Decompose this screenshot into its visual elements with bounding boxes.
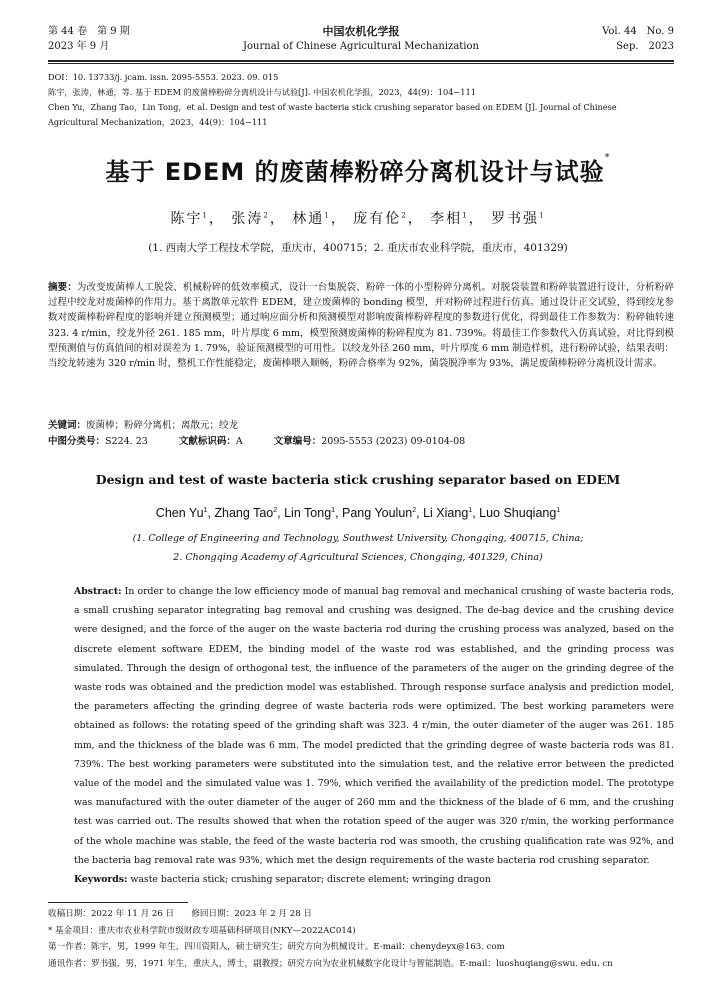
author-cn: 陈宇$^1$ [170, 211, 209, 227]
clc-label: 中图分类号： [48, 436, 106, 447]
first-author-note: 第一作者：陈宇，男，1999 年生，四川资阳人，硕士研究生；研究方向为机械设计。E-mail：chenydeyx@163. com [48, 942, 505, 953]
author-en: Pang Youlun$^2$ [342, 506, 417, 520]
date-cn: 2023 年 9 月 [48, 41, 110, 52]
footnote-rule [48, 902, 188, 903]
classification-line [48, 434, 674, 449]
paper-title-cn [0, 152, 716, 187]
fund-mark: * [604, 152, 611, 163]
fund-note: * 基金项目：重庆市农业科学院市级财政专项基础科研项目(NKY—2022AC014) [48, 925, 356, 936]
author-en: Chen Yu$^1$ [155, 506, 208, 520]
citation-block [48, 70, 674, 130]
citation-en-line-1: Chen Yu，Zhang Tao，Lin Tong，et al. Design and test of waste bacteria stick crushing separator based on EDEM [J]. Journal of Chinese [48, 102, 617, 112]
journal-name-cn: 中国农机化学报 [322, 25, 400, 38]
abstract-en [74, 582, 674, 870]
volume-number-en: Vol. 44 No. 9 [602, 26, 674, 37]
received-revised-dates: 收稿日期：2022 年 11 月 26 日 修回日期：2023 年 2 月 28 日 [48, 909, 313, 919]
author-en: Li Xiang$^1$ [423, 506, 473, 520]
volume-issue-cn: 第 44 卷 第 9 期 [48, 26, 130, 37]
abstract-cn [48, 280, 674, 371]
abstract-text-en: In order to change the low efficiency mode of manual bag removal and mechanical crushing of waste bacteria rods, a small crushing separator integrating bag removal and crushing was designed. The de-bag device and the crushing device were designed, and the force of the auger on the waste bacteria rod during the crushing process was analyzed, based on the discrete element software EDEM, the binding model of the waste rod was established, and the grinding process was simulated. Through the design of orthogonal test, the influence of the parameters of the auger on the grinding degree of the waste rods was obtained and the prediction model was established. Through response surface analysis and prediction model, the parameters affecting the grinding degree of waste bacteria rods were optimized. The best working parameters were obtained as follows: the rotating speed of the grinding shaft was 323. 4 r/min, the outer diameter of the auger was 261. 185 mm, and the thickness of the blade was 6 mm. The model predicted that the grinding degree of waste bacteria rods was 81. 739%. The best working parameters were substituted into the simulation test, and the relative error between the predicted value of the model and the simulated value was 1. 79%, which verified the availability of the prediction model. The prototype was manufactured with the outer diameter of the auger of 260 mm and the thickness of the blade of 6 mm, and the crushing test was carried out. The results showed that when the rotation speed of the auger was 320 r/min, the working performance of the whole machine was stable, the feed of the waste bacteria rod was smooth, the crushing qualification rate was 92%, and the bacteria bag removal rate was 93%, which met the design requirements of the waste bacteria rod crushing separator. [74, 586, 674, 866]
affiliation-en-line-1: (1. College of Engineering and Technology, Southwest University, Chongqing, 400715, China; [132, 533, 584, 544]
author-cn: 张涛$^2$ [231, 211, 270, 227]
keywords-label-cn: 关键词： [48, 420, 87, 431]
author-en: Lin Tong$^1$ [284, 506, 336, 520]
abstract-label-en: Abstract: [74, 586, 122, 597]
header-rule-thick [48, 60, 674, 62]
doi-line: DOI：10. 13733/j. jcam. issn. 2095-5553. 2023. 09. 015 [48, 72, 279, 82]
keywords-text-en: waste bacteria stick; crushing separator; discrete element; wringing dragon [127, 874, 491, 885]
author-cn: 林通$^1$ [292, 211, 331, 227]
keywords-en [74, 872, 674, 888]
citation-cn: 陈宇，张涛，林通，等. 基于 EDEM 的废菌棒粉碎分离机设计与试验[J]. 中国农机化学报，2023，44(9)：104−111 [48, 87, 476, 97]
abstract-text-cn: 为改变废菌棒人工脱袋、机械粉碎的低效率模式，设计一台集脱袋、粉碎一体的小型粉碎分离机。对脱袋装置和粉碎装置进行设计，分析粉碎过程中绞龙对废菌棒的作用力。基于离散单元软件 EDEM，建立废菌棒的 bonding 模型，并对粉碎过程进行仿真。通过设计正交试验，得到绞龙参数对废菌棒粉碎程度的影响并建立预测模型；通过响应面分析和预测模型对影响废菌棒粉碎程度的参数进行优化，得到最佳工作参数为：粉碎轴转速 323. 4 r/min，绞龙外径 261. 185 mm，叶片厚度 6 mm，模型预测废菌棒的粉碎程度为 81. 739%。将最佳工作参数代入仿真试验，对比得到模型预测值与仿真值间的相对误差为 1. 79%，验证预测模型的可用性。以绞龙外径 260 mm，叶片厚度 6 mm 制造样机，进行粉碎试验，结果表明：当绞龙转速为 320 r/min 时，整机工作性能稳定，废菌棒喂入顺畅，粉碎合格率为 92%，菌袋脱净率为 93%，满足废菌棒粉碎分离机设计需求。 [48, 282, 674, 370]
author-cn: 罗书强$^1$ [491, 211, 546, 227]
header-rule-thin [48, 63, 674, 64]
clc-code: S224. 23 [105, 436, 148, 447]
month-year-en: Sep. 2023 [616, 41, 674, 52]
keywords-label-en: Keywords: [74, 874, 128, 885]
abstract-label-cn: 摘要： [48, 282, 77, 293]
title-text-cn: 基于 EDEM 的废菌棒粉碎分离机设计与试验 [105, 158, 605, 186]
citation-en-line-2: Agricultural Mechanization，2023，44(9)：104−111 [48, 117, 268, 127]
affiliation-cn: (1. 西南大学工程技术学院，重庆市，400715；2. 重庆市农业科学院，重庆市，401329) [148, 242, 568, 254]
author-list-en: Chen Yu$^1$, Zhang Tao$^2$, Lin Tong$^1$, Pang Youlun$^2$, Li Xiang$^1$, Luo Shuqiang$^1$ [155, 506, 561, 520]
footnotes [48, 906, 674, 972]
doc-code-label: 文献标识码： [178, 436, 236, 447]
author-list-cn: 陈宇$^1$， 张涛$^2$， 林通$^1$， 庞有伦$^2$， 李相$^1$， 罗书强$^1$ [170, 211, 546, 227]
keywords-text-cn: 废菌棒；粉碎分离机；离散元；绞龙 [86, 420, 239, 431]
affiliation-en-line-2: 2. Chongqing Academy of Agricultural Sciences, Chongqing, 401329, China) [173, 552, 543, 563]
journal-name-en: Journal of Chinese Agricultural Mechanization [243, 41, 479, 52]
running-header [48, 24, 674, 60]
author-en: Zhang Tao$^2$ [214, 506, 278, 520]
header-center [48, 24, 674, 54]
author-en: Luo Shuqiang$^1$ [479, 506, 561, 520]
corresponding-author-note: 通讯作者：罗书强，男，1971 年生，重庆人，博士，副教授；研究方向为农业机械数字化设计与智能制造。E-mail：luoshuqiang@swu. edu. cn [48, 958, 613, 969]
header-right [602, 24, 674, 54]
article-id-label: 文章编号： [273, 436, 322, 447]
affiliation-en [0, 529, 716, 567]
paper-title-en: Design and test of waste bacteria stick crushing separator based on EDEM [95, 472, 621, 487]
author-cn: 李相$^1$ [430, 211, 469, 227]
author-cn: 庞有伦$^2$ [353, 211, 408, 227]
article-id: 2095-5553 (2023) 09-0104-08 [321, 436, 466, 447]
keywords-cn [48, 418, 674, 433]
doc-code: A [235, 436, 243, 447]
